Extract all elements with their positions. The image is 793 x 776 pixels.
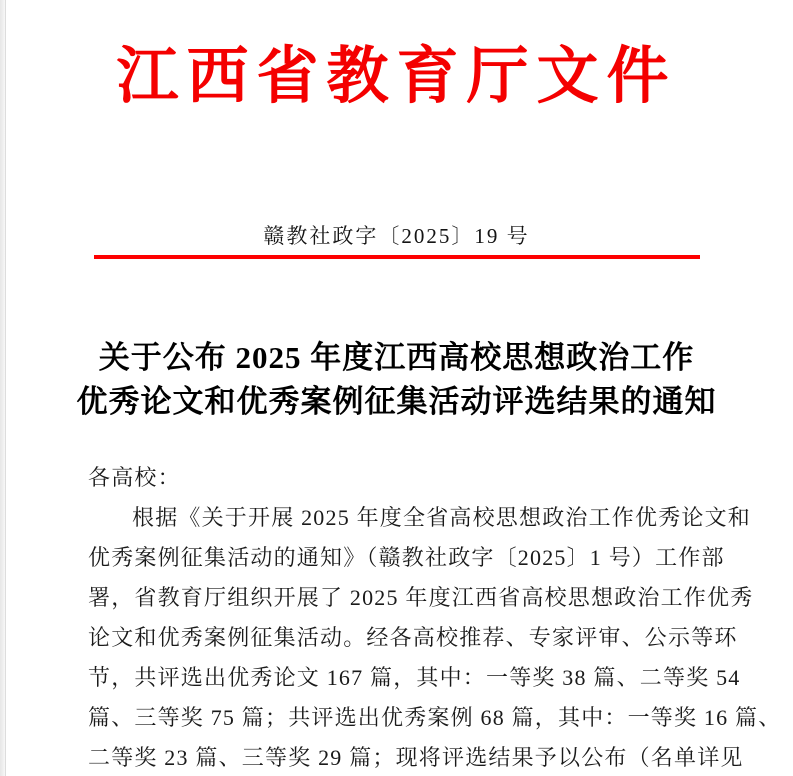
body-line: 论文和优秀案例征集活动。经各高校推荐、专家评审、公示等环 <box>88 625 738 650</box>
body-line: 署，省教育厅组织开展了 2025 年度江西省高校思想政治工作优秀 <box>88 585 754 610</box>
document-body <box>88 458 782 776</box>
letterhead-title: 江西省教育厅文件 <box>116 43 677 111</box>
document-title-line1: 关于公布 2025 年度江西高校思想政治工作 <box>98 340 695 375</box>
document-title-line2: 优秀论文和优秀案例征集活动评选结果的通知 <box>76 384 717 419</box>
body-line: 优秀案例征集活动的通知》（赣教社政字〔2025〕1 号）工作部 <box>88 545 725 570</box>
salutation-line: 各高校： <box>88 465 181 490</box>
document-title <box>0 336 793 424</box>
document-number: 赣教社政字〔2025〕19 号 <box>263 224 530 248</box>
body-line: 节，共评选出优秀论文 167 篇，其中：一等奖 38 篇、二等奖 54 <box>88 665 741 690</box>
body-line: 篇、三等奖 75 篇；共评选出优秀案例 68 篇，其中：一等奖 16 篇、 <box>88 705 782 730</box>
red-divider-rule <box>94 255 700 259</box>
body-line: 二等奖 23 篇、三等奖 29 篇；现将评选结果予以公布（名单详见 <box>88 745 744 770</box>
body-line: 根据《关于开展 2025 年度全省高校思想政治工作优秀论文和 <box>132 505 752 530</box>
